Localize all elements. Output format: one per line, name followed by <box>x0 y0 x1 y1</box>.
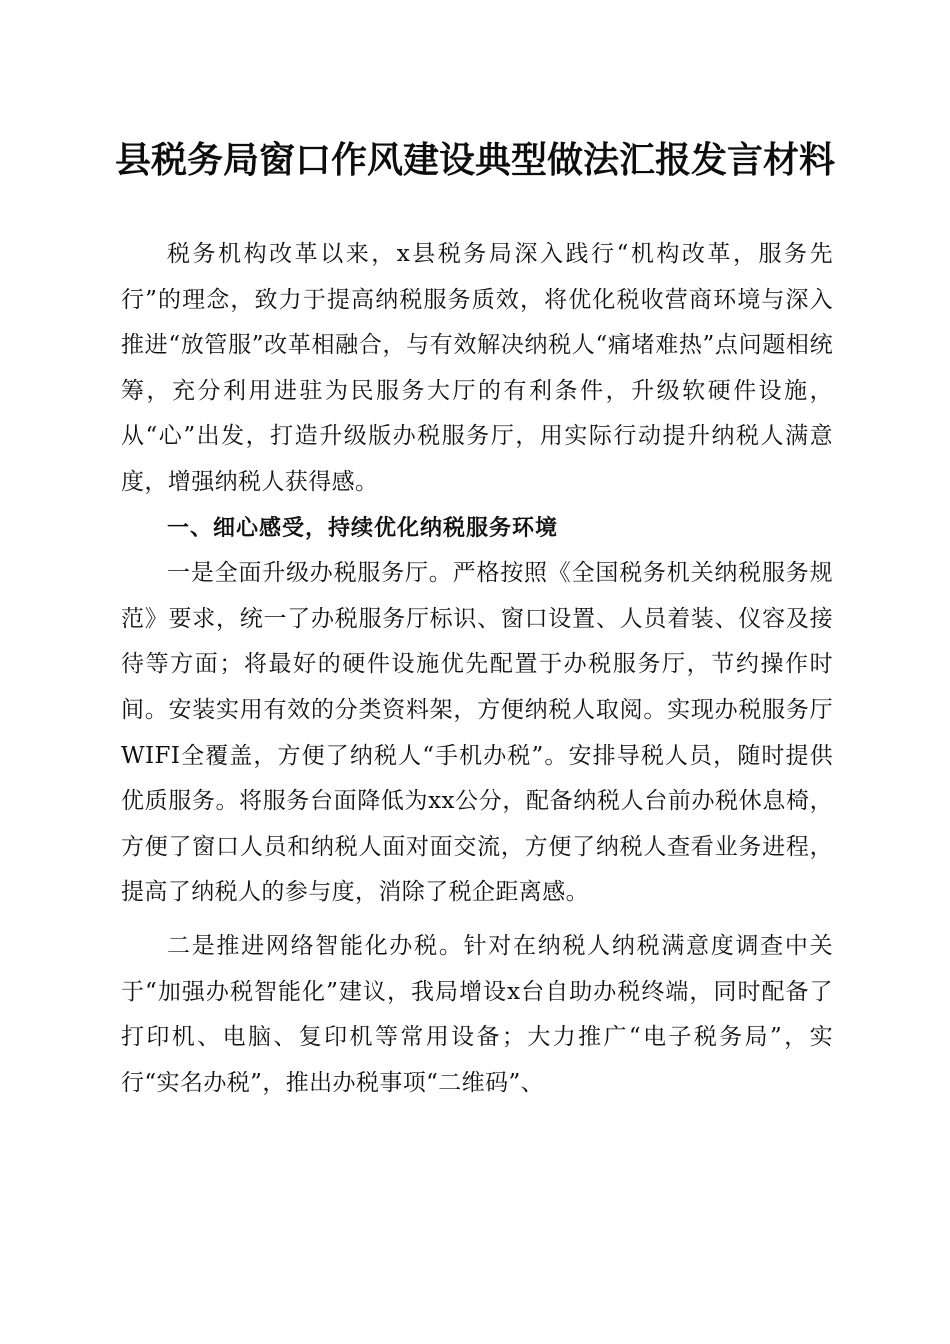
item-two-lead: 二是推进网络智能化办税。 <box>167 932 464 959</box>
item-two-paragraph <box>121 924 833 1106</box>
item-one-lead: 一是全面升级办税服务厅。 <box>167 560 453 587</box>
item-one-paragraph <box>121 551 833 916</box>
document-title: 县税务局窗口作风建设典型做法汇报发言材料 <box>114 139 835 181</box>
section-heading: 一、细心感受，持续优化纳税服务环境 <box>167 515 559 541</box>
item-one-text: 严格按照《全国税务机关纳税服务规范》要求，统一了办税服务厅标识、窗口设置、人员着装、仪容及接待等方面；将最好的硬件设施优先配置于办税服务厅，节约操作时间。安装实用有效的分类资料架，方便纳税人取阅。实现办税服务厅WIFI全覆盖，方便了纳税人“手机办税”。安排导税人员，随时提供优质服务。将服务台面降低为xx公分，配备纳税人台前办税休息椅，方便了窗口人员和纳税人面对面交流，方便了纳税人查看业务进程，提高了纳税人的参与度，消除了税企距离感。 <box>121 560 833 906</box>
intro-paragraph <box>121 232 833 506</box>
intro-paragraph-text: 税务机构改革以来，x县税务局深入践行“机构改革，服务先行”的理念，致力于提高纳税服务质效，将优化税收营商环境与深入推进“放管服”改革相融合，与有效解决纳税人“痛堵难热”点问题相统筹，充分利用进驻为民服务大厅的有利条件，升级软硬件设施，从“心”出发，打造升级版办税服务厅，用实际行动提升纳税人满意度，增强纳税人获得感。 <box>121 241 833 495</box>
item-two-text: 针对在纳税人纳税满意度调查中关于“加强办税智能化”建议，我局增设x台自助办税终端，同时配备了打印机、电脑、复印机等常用设备；大力推广“电子税务局”，实行“实名办税”，推出办税事项“二维码”、 <box>121 932 834 1096</box>
document-body <box>121 232 833 1106</box>
